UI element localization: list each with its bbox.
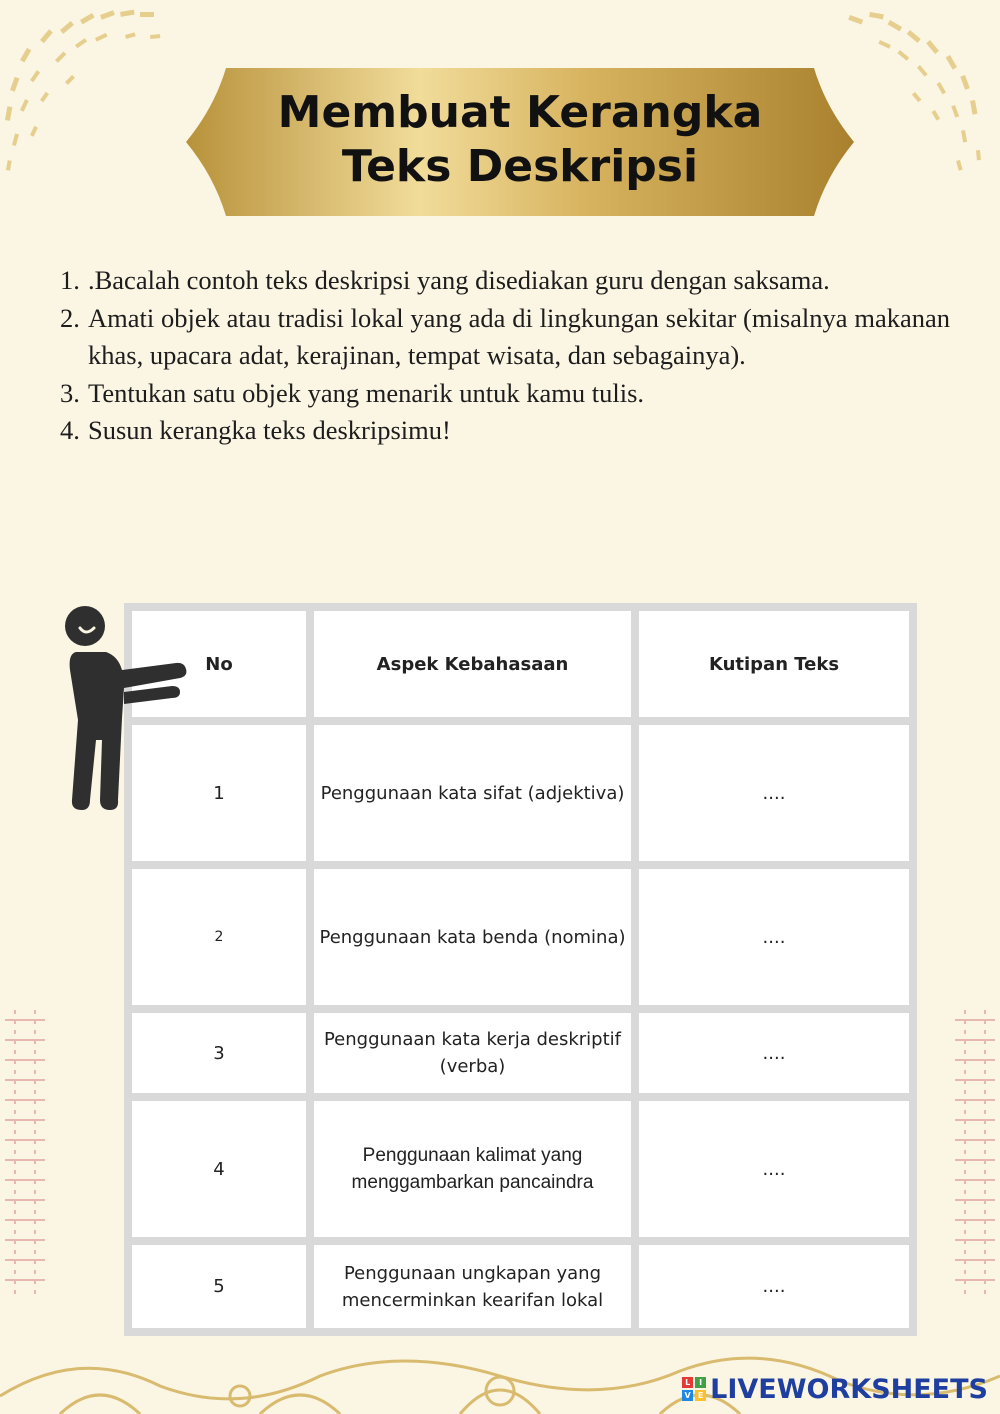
instruction-number: 2. [60,302,80,333]
instruction-number: 4. [60,415,80,445]
page-title [186,86,854,194]
row-aspek: Penggunaan ungkapan yang mencerminkan kearifan lokal [314,1245,631,1328]
row-no: 2 [132,869,306,1005]
table-row [132,1101,909,1237]
table-header-row [132,611,909,717]
pointing-person-icon [62,600,192,815]
instruction-item [60,375,950,413]
instruction-number: 1. [60,265,80,295]
liveworksheets-watermark [682,1372,988,1406]
row-kutipan-input[interactable]: .... [639,1013,909,1093]
row-aspek: Penggunaan kata kerja deskriptif (verba) [314,1013,631,1093]
table-row [132,725,909,861]
title-line-2: Teks Deskripsi [341,141,699,192]
header-no: No [132,611,306,717]
batik-pattern-left [0,1010,60,1310]
instruction-number: 3. [60,377,80,408]
instruction-item [60,412,950,450]
row-no: 5 [132,1245,306,1328]
kerangka-table [124,603,917,1336]
header-aspek: Aspek Kebahasaan [314,611,631,717]
instruction-item [60,300,950,375]
watermark-text: LIVEWORKSHEETS [710,1373,988,1405]
row-kutipan-input[interactable]: .... [639,725,909,861]
row-aspek: Penggunaan kata sifat (adjektiva) [314,725,631,861]
instruction-text: .Bacalah contoh teks deskripsi yang disediakan guru dengan saksama. [88,265,830,295]
instruction-item [60,262,950,300]
row-kutipan-input[interactable]: .... [639,1245,909,1328]
header-kutipan: Kutipan Teks [639,611,909,717]
instruction-text: Tentukan satu objek yang menarik untuk kamu tulis. [88,377,645,408]
row-aspek: Penggunaan kalimat yang menggambarkan pancaindra [314,1101,631,1237]
row-no: 3 [132,1013,306,1093]
row-no: 1 [132,725,306,861]
instruction-text: Susun kerangka teks deskripsimu! [88,415,451,445]
batik-pattern-right [940,1010,1000,1310]
title-line-1: Membuat Kerangka [277,87,763,138]
row-kutipan-input[interactable]: .... [639,1101,909,1237]
row-kutipan-input[interactable]: .... [639,869,909,1005]
table-row [132,1013,909,1093]
table-row [132,869,909,1005]
row-no: 4 [132,1101,306,1237]
liveworksheets-logo-icon: L I V E [682,1377,706,1401]
title-banner [186,68,854,216]
row-aspek: Penggunaan kata benda (nomina) [314,869,631,1005]
table-row [132,1245,909,1328]
instruction-text: Amati objek atau tradisi lokal yang ada di lingkungan sekitar (misalnya makanan khas, upacara adat, kerajinan, tempat wisata, dan sebagainya). [88,302,950,370]
instruction-list [60,262,950,450]
